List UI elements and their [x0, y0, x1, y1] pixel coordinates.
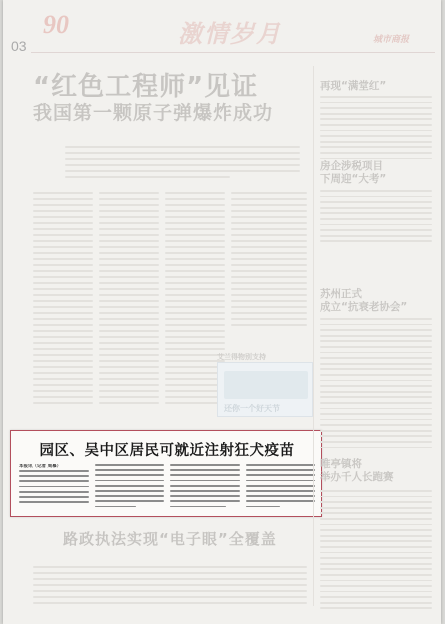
sidebar-headline-1: 再现“满堂红” [320, 80, 387, 92]
ad-box [217, 362, 313, 417]
sidebar-headline-2b: 下周迎“大考” [320, 173, 387, 185]
sidebar-headline-2a: 房企涉税项目 [320, 160, 383, 172]
article-lead: 本报讯（记者 周慕） [19, 464, 62, 469]
sidebar-divider [313, 66, 314, 606]
page-number: 03 [11, 38, 27, 54]
body-column-2 [99, 192, 159, 408]
main-headline: “红色工程师”见证 [33, 72, 259, 102]
ad-image [224, 371, 308, 399]
highlighted-article[interactable] [10, 430, 322, 517]
main-subheadline: 我国第一颗原子弹爆炸成功 [33, 102, 274, 124]
paper-name: 城市商报 [373, 35, 410, 45]
sidebar-headline-3a: 苏州正式 [320, 288, 362, 300]
article-column-3 [170, 464, 240, 511]
anniversary-logo: 90 [43, 10, 69, 39]
article-column-1 [19, 464, 89, 511]
article-column-2 [95, 464, 165, 511]
sidebar-body-1 [320, 96, 432, 163]
article-column-4 [246, 464, 316, 511]
column-title: 激情岁月 [178, 19, 282, 48]
sidebar-headline-3b: 成立“抗衰老协会” [320, 301, 408, 313]
header-rule [31, 52, 435, 53]
intro-paragraph [65, 146, 300, 182]
bottom-article-body [33, 566, 307, 608]
highlighted-article-title[interactable]: 园区、吴中区居民可就近注射狂犬疫苗 [39, 443, 295, 459]
sidebar-body-2 [320, 190, 432, 246]
highlighted-article-body [19, 464, 315, 511]
body-column-4 [231, 192, 307, 330]
ad-caption: 艾兰得物别支持 [217, 353, 266, 361]
sidebar-headline-4b: 举办千人长跑赛 [320, 471, 394, 483]
sidebar-body-4 [320, 490, 432, 613]
sidebar-headline-4a: 唯亭镇将 [320, 458, 362, 470]
sidebar-body-3 [320, 318, 432, 452]
ad-text: 还你一个好天节 [224, 404, 280, 413]
newspaper-page [3, 0, 441, 624]
bottom-article-title: 路政执法实现“电子眼”全覆盖 [63, 530, 277, 548]
body-column-1 [33, 192, 93, 408]
body-column-3 [165, 192, 225, 408]
